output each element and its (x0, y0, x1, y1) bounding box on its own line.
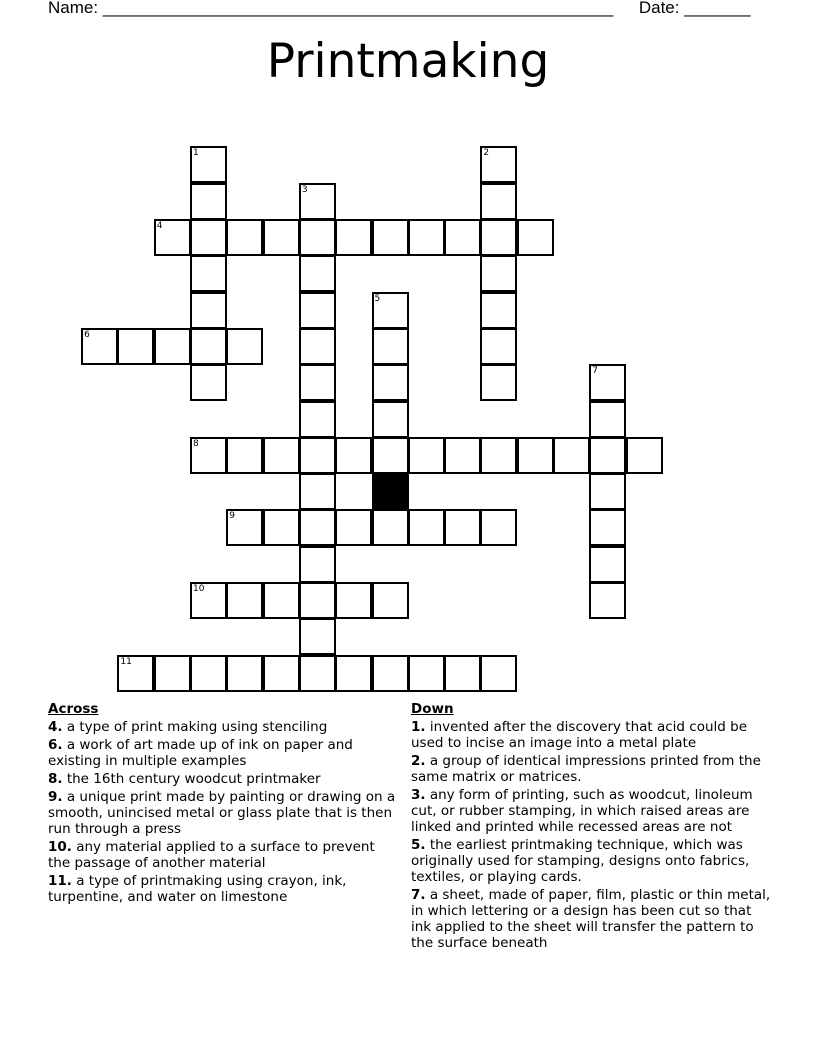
grid-cell[interactable] (154, 219, 191, 256)
grid-cell[interactable] (480, 328, 517, 365)
clue-number: 3. (411, 787, 426, 803)
clue-number: 6. (48, 737, 63, 753)
cell-number: 3 (301, 184, 308, 195)
grid-cell[interactable] (299, 401, 336, 438)
grid-cell[interactable] (517, 219, 554, 256)
across-clue (48, 873, 398, 905)
grid-cell[interactable] (190, 146, 227, 183)
cell-number: 1 (193, 148, 199, 159)
grid-cell[interactable] (408, 219, 445, 256)
grid-cell[interactable] (299, 219, 336, 256)
grid-cell[interactable] (226, 509, 263, 546)
cell-number: 8 (193, 438, 199, 449)
grid-cell[interactable] (408, 437, 445, 474)
grid-cell[interactable] (299, 292, 336, 329)
across-clue (48, 719, 398, 735)
across-clues (48, 701, 398, 907)
down-clue (411, 787, 773, 835)
grid-cell[interactable] (117, 328, 154, 365)
grid-cell[interactable] (190, 582, 227, 619)
grid-cell[interactable] (372, 364, 409, 401)
down-clue (411, 887, 773, 951)
down-clue-list (411, 719, 773, 951)
across-heading: Across (48, 701, 99, 717)
grid-cell[interactable] (444, 509, 481, 546)
clue-number: 8. (48, 771, 63, 787)
grid-cell[interactable] (480, 364, 517, 401)
cell-number: 10 (193, 584, 205, 594)
clue-text: a group of identical impressions printed from the same matrix or matrices. (411, 753, 761, 785)
down-clue (411, 753, 773, 785)
date-label: Date: (638, 0, 680, 17)
grid-cell[interactable] (190, 655, 227, 692)
grid-cell[interactable] (117, 655, 154, 692)
grid-cell[interactable] (372, 401, 409, 438)
grid-cell[interactable] (190, 364, 227, 401)
grid-cell[interactable] (190, 255, 227, 292)
grid-cell[interactable] (190, 183, 227, 220)
grid-cell[interactable] (299, 618, 336, 655)
across-clue (48, 789, 398, 837)
grid-cell[interactable] (480, 655, 517, 692)
grid-cell[interactable] (444, 655, 481, 692)
clue-text: the earliest printmaking technique, which was originally used for stamping, designs onto fabrics, textiles, or playing cards. (411, 837, 750, 885)
grid-cell[interactable] (589, 364, 626, 401)
grid-cell[interactable] (589, 509, 626, 546)
clue-number: 9. (48, 789, 63, 805)
page-title: Printmaking (266, 34, 550, 89)
grid-cell[interactable] (480, 292, 517, 329)
grid-cell[interactable] (263, 582, 300, 619)
grid-cell[interactable] (480, 437, 517, 474)
clue-text: invented after the discovery that acid could be used to incise an image into a metal plate (411, 719, 748, 751)
grid-cell[interactable] (335, 509, 372, 546)
across-clue (48, 737, 398, 769)
grid-cell[interactable] (226, 655, 263, 692)
grid-cell[interactable] (626, 437, 663, 474)
grid-cell[interactable] (299, 509, 336, 546)
grid-cell[interactable] (190, 437, 227, 474)
name-label: Name: (48, 0, 99, 17)
name-field[interactable]: ______________________________________________________ (102, 0, 614, 17)
grid-cell[interactable] (226, 328, 263, 365)
grid-cell[interactable] (372, 292, 409, 329)
grid-cell[interactable] (299, 655, 336, 692)
cell-number: 6 (84, 329, 90, 340)
clue-number: 2. (411, 753, 426, 769)
clue-number: 11. (48, 873, 72, 889)
clue-text: a type of printmaking using crayon, ink, turpentine, and water on limestone (48, 873, 347, 905)
grid-cell[interactable] (480, 183, 517, 220)
grid-cell[interactable] (299, 328, 336, 365)
grid-cell[interactable] (335, 437, 372, 474)
grid-cell[interactable] (154, 655, 191, 692)
cell-number: 4 (156, 221, 163, 231)
clue-text: any material applied to a surface to prevent the passage of another material (48, 839, 375, 871)
grid-cell[interactable] (263, 437, 300, 474)
grid-cell[interactable] (480, 146, 517, 183)
cell-number: 2 (483, 148, 490, 159)
grid-cell[interactable] (299, 183, 336, 220)
clue-number: 5. (411, 837, 426, 853)
grid-cell[interactable] (589, 582, 626, 619)
down-clues (411, 701, 773, 956)
clue-number: 10. (48, 839, 72, 855)
grid-cell[interactable] (589, 473, 626, 510)
grid-cell[interactable] (408, 655, 445, 692)
grid-cell[interactable] (408, 509, 445, 546)
grid-cell[interactable] (372, 328, 409, 365)
cell-number: 7 (592, 366, 599, 377)
grid-cell[interactable] (226, 219, 263, 256)
grid-cell[interactable] (263, 655, 300, 692)
grid-cell[interactable] (263, 509, 300, 546)
down-heading: Down (411, 701, 454, 717)
grid-cell[interactable] (589, 546, 626, 583)
grid-cell[interactable] (263, 219, 300, 256)
across-clue (48, 771, 398, 787)
grid-cell[interactable] (335, 582, 372, 619)
grid-cell[interactable] (372, 509, 409, 546)
grid-cell[interactable] (480, 509, 517, 546)
grid-cell[interactable] (335, 219, 372, 256)
grid-cell[interactable] (372, 437, 409, 474)
grid-cell[interactable] (299, 437, 336, 474)
shaded-cell (372, 473, 409, 510)
clue-number: 1. (411, 719, 426, 735)
grid-cell[interactable] (299, 255, 336, 292)
across-clue-list (48, 719, 398, 905)
grid-cell[interactable] (190, 328, 227, 365)
clue-text: a type of print making using stenciling (62, 719, 328, 735)
clue-text: a sheet, made of paper, film, plastic or thin metal, in which lettering or a design has been cut so that ink applied to the sheet will transfer the pattern to the surface beneath (411, 887, 771, 951)
grid-cell[interactable] (444, 219, 481, 256)
grid-cell[interactable] (517, 437, 554, 474)
grid-cell[interactable] (372, 219, 409, 256)
date-field[interactable]: _______ (684, 0, 751, 17)
clue-number: 4. (48, 719, 63, 735)
grid-cell[interactable] (589, 437, 626, 474)
grid-cell[interactable] (335, 655, 372, 692)
grid-cell[interactable] (480, 255, 517, 292)
grid-cell[interactable] (226, 437, 263, 474)
grid-cell[interactable] (190, 219, 227, 256)
grid-cell[interactable] (299, 473, 336, 510)
grid-cell[interactable] (299, 364, 336, 401)
down-clue (411, 719, 773, 751)
clue-text: a unique print made by painting or drawing on a smooth, unincised metal or glass plate that is then run through a press (48, 789, 396, 837)
cell-number: 5 (374, 293, 381, 304)
cell-number: 11 (120, 656, 132, 667)
grid-cell[interactable] (81, 328, 118, 365)
grid-cell[interactable] (372, 582, 409, 619)
grid-cell[interactable] (299, 582, 336, 619)
grid-cell[interactable] (299, 546, 336, 583)
across-clue (48, 839, 398, 871)
grid-cell[interactable] (226, 582, 263, 619)
grid-cell[interactable] (480, 219, 517, 256)
down-clue (411, 837, 773, 885)
clue-number: 7. (411, 887, 426, 903)
grid-cell[interactable] (589, 401, 626, 438)
clue-text: a work of art made up of ink on paper and existing in multiple examples (48, 737, 353, 769)
grid-cell[interactable] (372, 655, 409, 692)
grid-cell[interactable] (553, 437, 590, 474)
grid-cell[interactable] (154, 328, 191, 365)
grid-cell[interactable] (190, 292, 227, 329)
clue-text: the 16th century woodcut printmaker (62, 771, 321, 787)
cell-number: 9 (229, 511, 236, 522)
clue-text: any form of printing, such as woodcut, linoleum cut, or rubber stamping, in which raised areas are linked and printed while recessed areas are not (411, 787, 753, 835)
grid-cell[interactable] (444, 437, 481, 474)
